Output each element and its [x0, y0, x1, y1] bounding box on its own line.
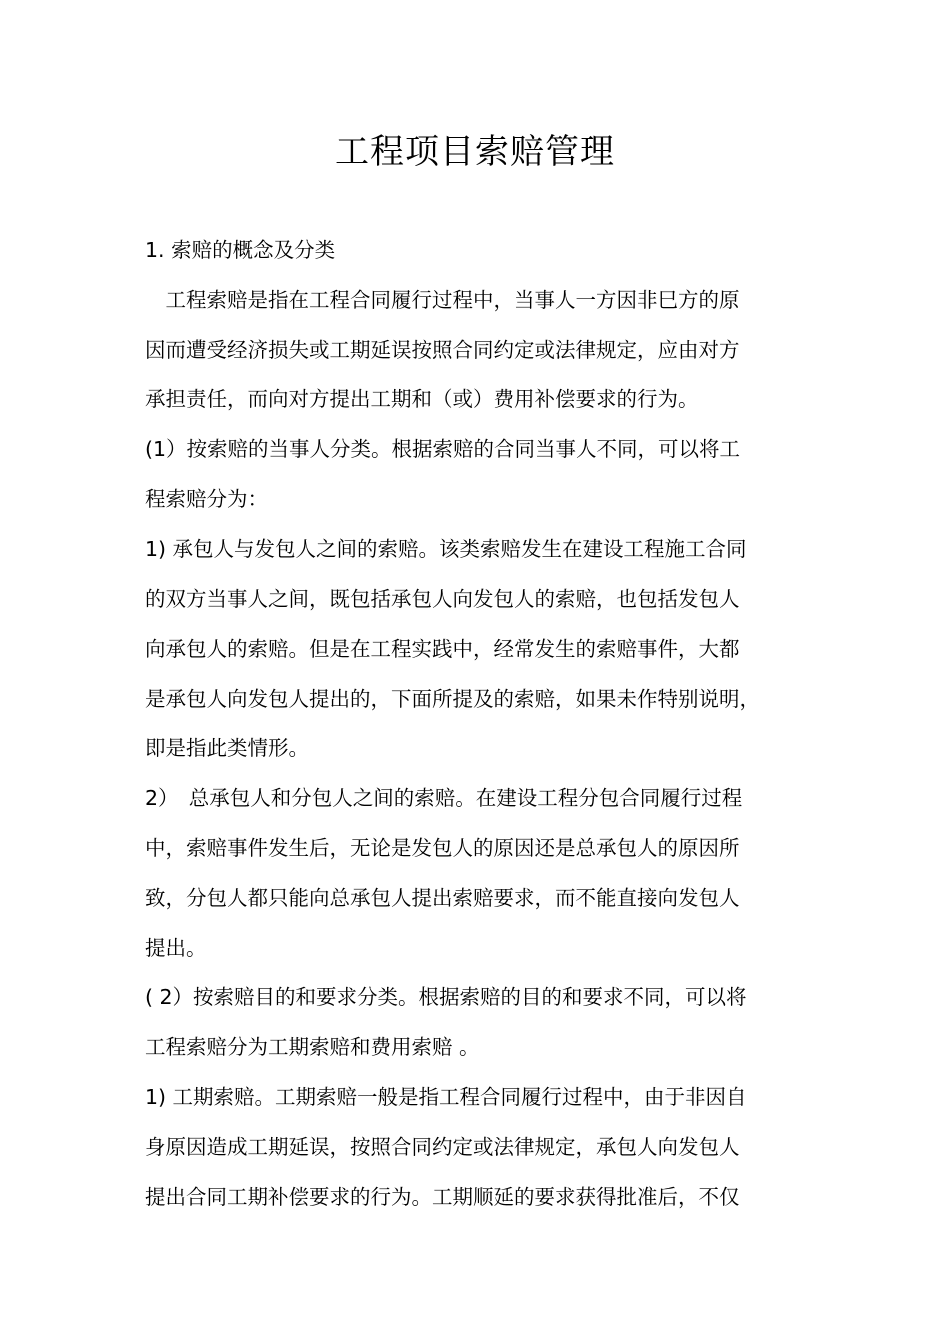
text-line: 的双方当事人之间，既包括承包人向发包人的索赔，也包括发包人: [145, 587, 740, 611]
text-line: 1) 工期索赔。工期索赔一般是指工程合同履行过程中，由于非因自: [145, 1085, 747, 1109]
text-line: 即是指此类情形。: [145, 736, 309, 760]
text-line: 2） 总承包人和分包人之间的索赔。在建设工程分包合同履行过程: [145, 786, 743, 810]
text-line: 工程索赔分为工期索赔和费用索赔 。: [145, 1035, 480, 1059]
text-line: 是承包人向发包人提出的，下面所提及的索赔，如果未作特别说明，: [145, 687, 760, 711]
text-line: 致，分包人都只能向总承包人提出索赔要求，而不能直接向发包人: [145, 886, 740, 910]
text-line: 承担责任，而向对方提出工期和（或）费用补偿要求的行为。: [145, 387, 699, 411]
text-line: ( 2）按索赔目的和要求分类。根据索赔的目的和要求不同，可以将: [145, 985, 747, 1009]
text-line: 中，索赔事件发生后，无论是发包人的原因还是总承包人的原因所: [145, 836, 740, 860]
text-line: 工程索赔是指在工程合同履行过程中，当事人一方因非巳方的原: [145, 288, 740, 312]
section-heading: 1. 索赔的概念及分类: [145, 238, 336, 262]
text-line: 1) 承包人与发包人之间的索赔。该类索赔发生在建设工程施工合同: [145, 537, 747, 561]
text-line: 身原因造成工期延误，按照合同约定或法律规定，承包人向发包人: [145, 1135, 740, 1159]
document-title: 工程项目索赔管理: [335, 132, 615, 172]
text-line: 提出合同工期补偿要求的行为。工期顺延的要求获得批准后，不仅: [145, 1185, 740, 1209]
text-line: 向承包人的索赔。但是在工程实践中，经常发生的索赔事件，大都: [145, 637, 740, 661]
text-line: 程索赔分为：: [145, 487, 268, 511]
text-line: 提出。: [145, 936, 207, 960]
text-line: (1）按索赔的当事人分类。根据索赔的合同当事人不同，可以将工: [145, 437, 741, 461]
text-line: 因而遭受经济损失或工期延误按照合同约定或法律规定，应由对方: [145, 338, 740, 362]
